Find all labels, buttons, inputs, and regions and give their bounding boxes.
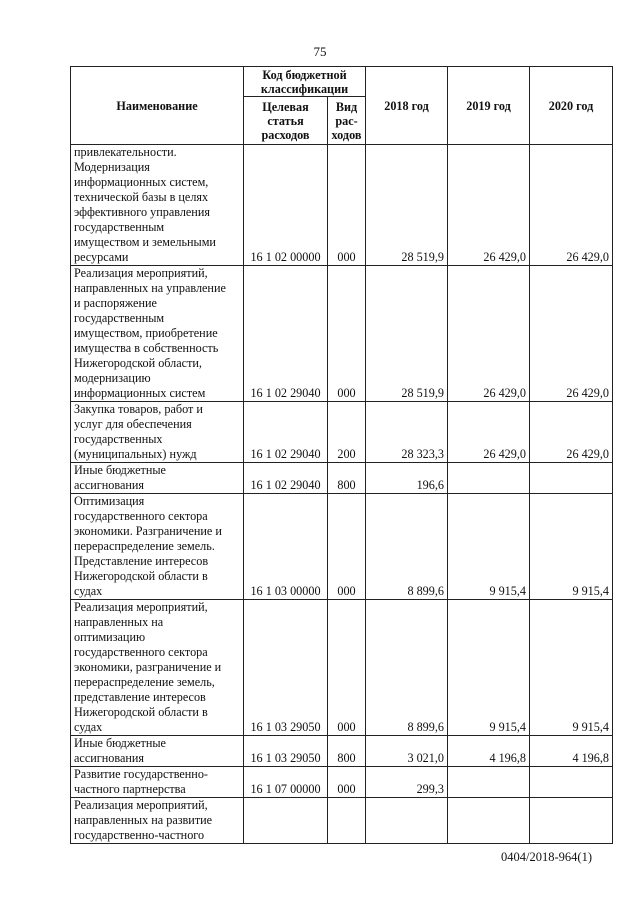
row-2020-value: 9 915,4 [530,494,613,600]
row-name: Реализация мероприятий, направленных на оптимизацию государственного сектора экономики, разграничение и перераспределение земель, представление интересов Нижегородской области в судах [71,600,244,736]
table-row [71,266,613,402]
table-row [71,600,613,736]
row-2019-value: 26 429,0 [448,402,530,463]
row-2020-value: 9 915,4 [530,600,613,736]
table-body [71,145,613,844]
header-target-article: Целевая статья расходов [244,97,328,145]
row-2020-value: 26 429,0 [530,402,613,463]
row-expense-type: 000 [328,266,366,402]
row-target-article: 16 1 02 00000 [244,145,328,266]
row-2020-value [530,463,613,494]
row-2018-value: 8 899,6 [366,494,448,600]
table-row [71,494,613,600]
table-header [71,67,613,145]
row-2019-value: 4 196,8 [448,736,530,767]
row-expense-type: 200 [328,402,366,463]
header-name: Наименование [71,67,244,145]
row-name: Иные бюджетные ассигнования [71,463,244,494]
row-2020-value [530,798,613,844]
row-2020-value: 4 196,8 [530,736,613,767]
header-budget-code: Код бюджетной классификации [244,67,366,97]
row-expense-type: 000 [328,494,366,600]
row-target-article: 16 1 07 00000 [244,767,328,798]
row-expense-type: 000 [328,145,366,266]
row-name: Реализация мероприятий, направленных на развитие государственно-частного [71,798,244,844]
row-target-article [244,798,328,844]
table-row [71,798,613,844]
row-2019-value [448,798,530,844]
row-target-article: 16 1 02 29040 [244,463,328,494]
row-expense-type: 000 [328,600,366,736]
table-row [71,736,613,767]
row-name: Реализация мероприятий, направленных на управление и распоряжение государственным имуществом, приобретение имущества в собственность Нижегородской области, модернизацию информационных систем [71,266,244,402]
page-number: 75 [313,44,327,59]
row-2019-value: 9 915,4 [448,494,530,600]
row-2019-value [448,767,530,798]
row-name: привлекательности. Модернизация информационных систем, технической базы в целях эффективного управления государственным имуществом и земельными ресурсами [71,145,244,266]
row-2018-value: 8 899,6 [366,600,448,736]
header-2019: 2019 год [448,67,530,145]
row-expense-type [328,798,366,844]
header-2020: 2020 год [530,67,613,145]
row-name: Оптимизация государственного сектора экономики. Разграничение и перераспределение земель. Представление интересов Нижегородской области в судах [71,494,244,600]
row-2019-value: 9 915,4 [448,600,530,736]
row-2018-value: 196,6 [366,463,448,494]
row-expense-type: 800 [328,736,366,767]
row-target-article: 16 1 03 00000 [244,494,328,600]
document-code: 0404/2018-964(1) [501,850,592,864]
header-2018: 2018 год [366,67,448,145]
table-row [71,402,613,463]
row-2020-value [530,767,613,798]
row-2018-value [366,798,448,844]
row-2020-value: 26 429,0 [530,266,613,402]
row-2020-value: 26 429,0 [530,145,613,266]
row-target-article: 16 1 03 29050 [244,600,328,736]
row-expense-type: 000 [328,767,366,798]
row-target-article: 16 1 02 29040 [244,402,328,463]
row-2019-value: 26 429,0 [448,266,530,402]
table-row [71,463,613,494]
row-name: Иные бюджетные ассигнования [71,736,244,767]
row-2018-value: 28 323,3 [366,402,448,463]
row-target-article: 16 1 02 29040 [244,266,328,402]
table-row [71,767,613,798]
row-expense-type: 800 [328,463,366,494]
row-2018-value: 28 519,9 [366,266,448,402]
table-row [71,145,613,266]
row-name: Закупка товаров, работ и услуг для обеспечения государственных (муниципальных) нужд [71,402,244,463]
budget-table [70,66,613,844]
row-2019-value: 26 429,0 [448,145,530,266]
row-2018-value: 299,3 [366,767,448,798]
row-name: Развитие государственно- частного партнерства [71,767,244,798]
header-expense-type: Вид рас-ходов [328,97,366,145]
row-2018-value: 28 519,9 [366,145,448,266]
row-target-article: 16 1 03 29050 [244,736,328,767]
row-2018-value: 3 021,0 [366,736,448,767]
row-2019-value [448,463,530,494]
